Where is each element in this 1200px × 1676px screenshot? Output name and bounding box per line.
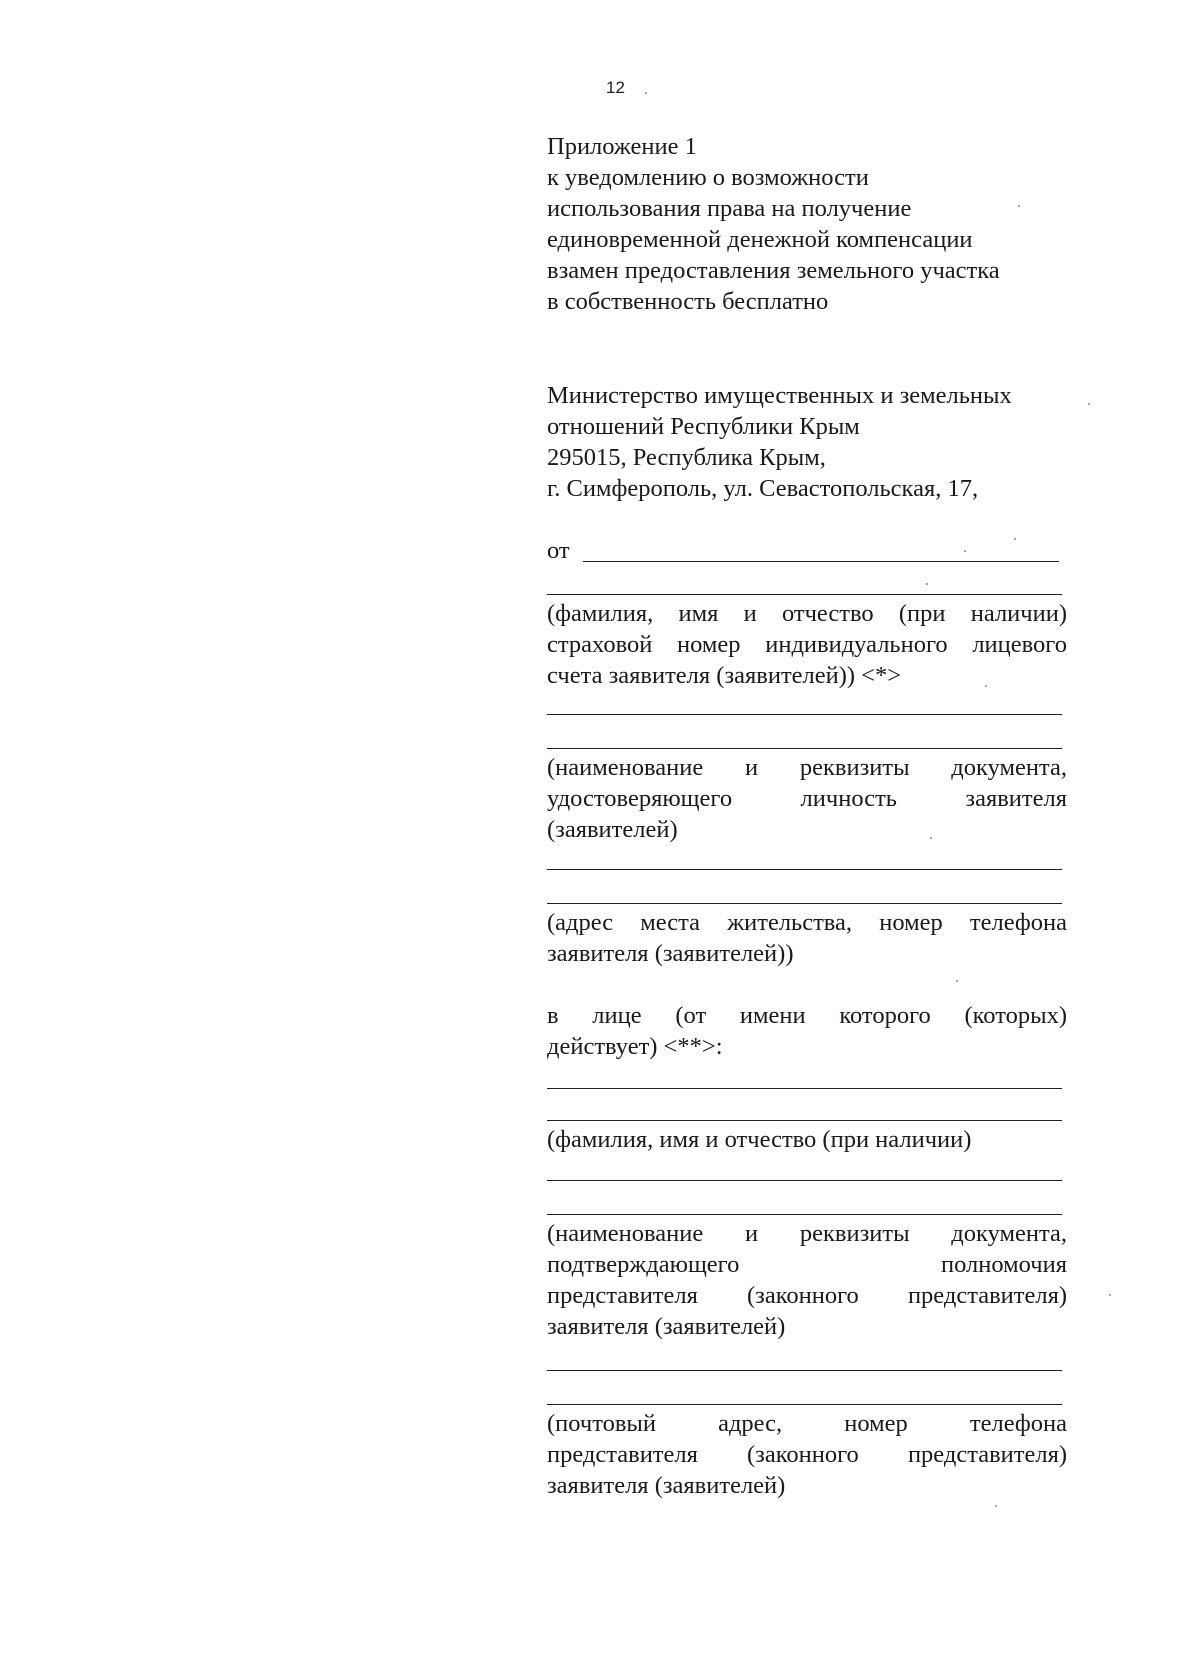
on-behalf-text: [547, 1000, 1067, 1062]
appendix-line: единовременной денежной компенсации: [547, 226, 973, 253]
caption-line: (почтовый адрес, номер телефона: [547, 1410, 1067, 1437]
scan-speck: [964, 550, 966, 552]
representative-doc-caption: [547, 1218, 1067, 1342]
appendix-heading: [547, 131, 1067, 317]
from-label: от: [547, 537, 570, 564]
scan-speck: [1088, 403, 1090, 405]
representative-name-blank-line-2[interactable]: [547, 1120, 1062, 1121]
scan-speck: [995, 1505, 997, 1507]
representative-address-blank-line-2[interactable]: [547, 1404, 1062, 1405]
appendix-line: Приложение 1: [547, 133, 697, 160]
caption-line: представителя (законного представителя): [547, 1282, 1067, 1309]
representative-name-blank-line-1[interactable]: [547, 1088, 1062, 1089]
scan-speck: [926, 583, 928, 585]
appendix-line: к уведомлению о возможности: [547, 164, 869, 191]
scan-speck: [985, 685, 987, 687]
caption-line: (заявителей): [547, 816, 678, 843]
applicant-address-caption: [547, 907, 1067, 969]
representative-doc-blank-line-2[interactable]: [547, 1214, 1062, 1215]
addressee-line: отношений Республики Крым: [547, 413, 860, 440]
caption-line: (адрес места жительства, номер телефона: [547, 909, 1067, 936]
caption-line: действует) <**>:: [547, 1033, 723, 1060]
applicant-id-caption: [547, 752, 1067, 845]
caption-line: (наименование и реквизиты документа,: [547, 1220, 1067, 1247]
caption-line: (фамилия, имя и отчество (при наличии): [547, 1126, 972, 1153]
caption-line: представителя (законного представителя): [547, 1441, 1067, 1468]
representative-name-caption: [547, 1124, 1067, 1155]
scan-speck: [1018, 205, 1020, 207]
caption-line: страховой номер индивидуального лицевого: [547, 631, 1067, 658]
applicant-id-blank-line-2[interactable]: [547, 748, 1062, 749]
applicant-id-blank-line-1[interactable]: [547, 714, 1062, 715]
applicant-name-blank-line[interactable]: [547, 594, 1062, 595]
caption-line: в лице (от имени которого (которых): [547, 1002, 1067, 1029]
caption-line: заявителя (заявителей): [547, 1313, 786, 1340]
addressee-block: [547, 380, 1067, 504]
applicant-address-blank-line-2[interactable]: [547, 903, 1062, 904]
scan-speck: [930, 837, 932, 839]
scan-speck: [645, 92, 647, 94]
addressee-line: 295015, Республика Крым,: [547, 444, 826, 471]
applicant-name-caption: [547, 598, 1067, 691]
scan-speck: [956, 980, 958, 982]
caption-line: заявителя (заявителей): [547, 1472, 786, 1499]
addressee-line: Министерство имущественных и земельных: [547, 382, 1012, 409]
caption-line: счета заявителя (заявителей)) <*>: [547, 662, 902, 689]
caption-line: (наименование и реквизиты документа,: [547, 754, 1067, 781]
caption-line: удостоверяющего личность заявителя: [547, 785, 1067, 812]
applicant-address-blank-line-1[interactable]: [547, 869, 1062, 870]
caption-line: заявителя (заявителей)): [547, 940, 794, 967]
representative-address-caption: [547, 1408, 1067, 1501]
from-blank-line[interactable]: [583, 561, 1059, 562]
representative-doc-blank-line-1[interactable]: [547, 1180, 1062, 1181]
appendix-line: использования права на получение: [547, 195, 912, 222]
caption-line: (фамилия, имя и отчество (при наличии): [547, 600, 1067, 627]
representative-address-blank-line-1[interactable]: [547, 1370, 1062, 1371]
caption-line: подтверждающего полномочия: [547, 1251, 1067, 1278]
appendix-line: в собственность бесплатно: [547, 288, 829, 315]
appendix-line: взамен предоставления земельного участка: [547, 257, 1000, 284]
from-row: [547, 535, 1067, 566]
page-number: 12: [606, 78, 625, 97]
scan-speck: [1109, 1294, 1111, 1296]
addressee-line: г. Симферополь, ул. Севастопольская, 17,: [547, 475, 979, 502]
scan-speck: [1014, 538, 1016, 540]
